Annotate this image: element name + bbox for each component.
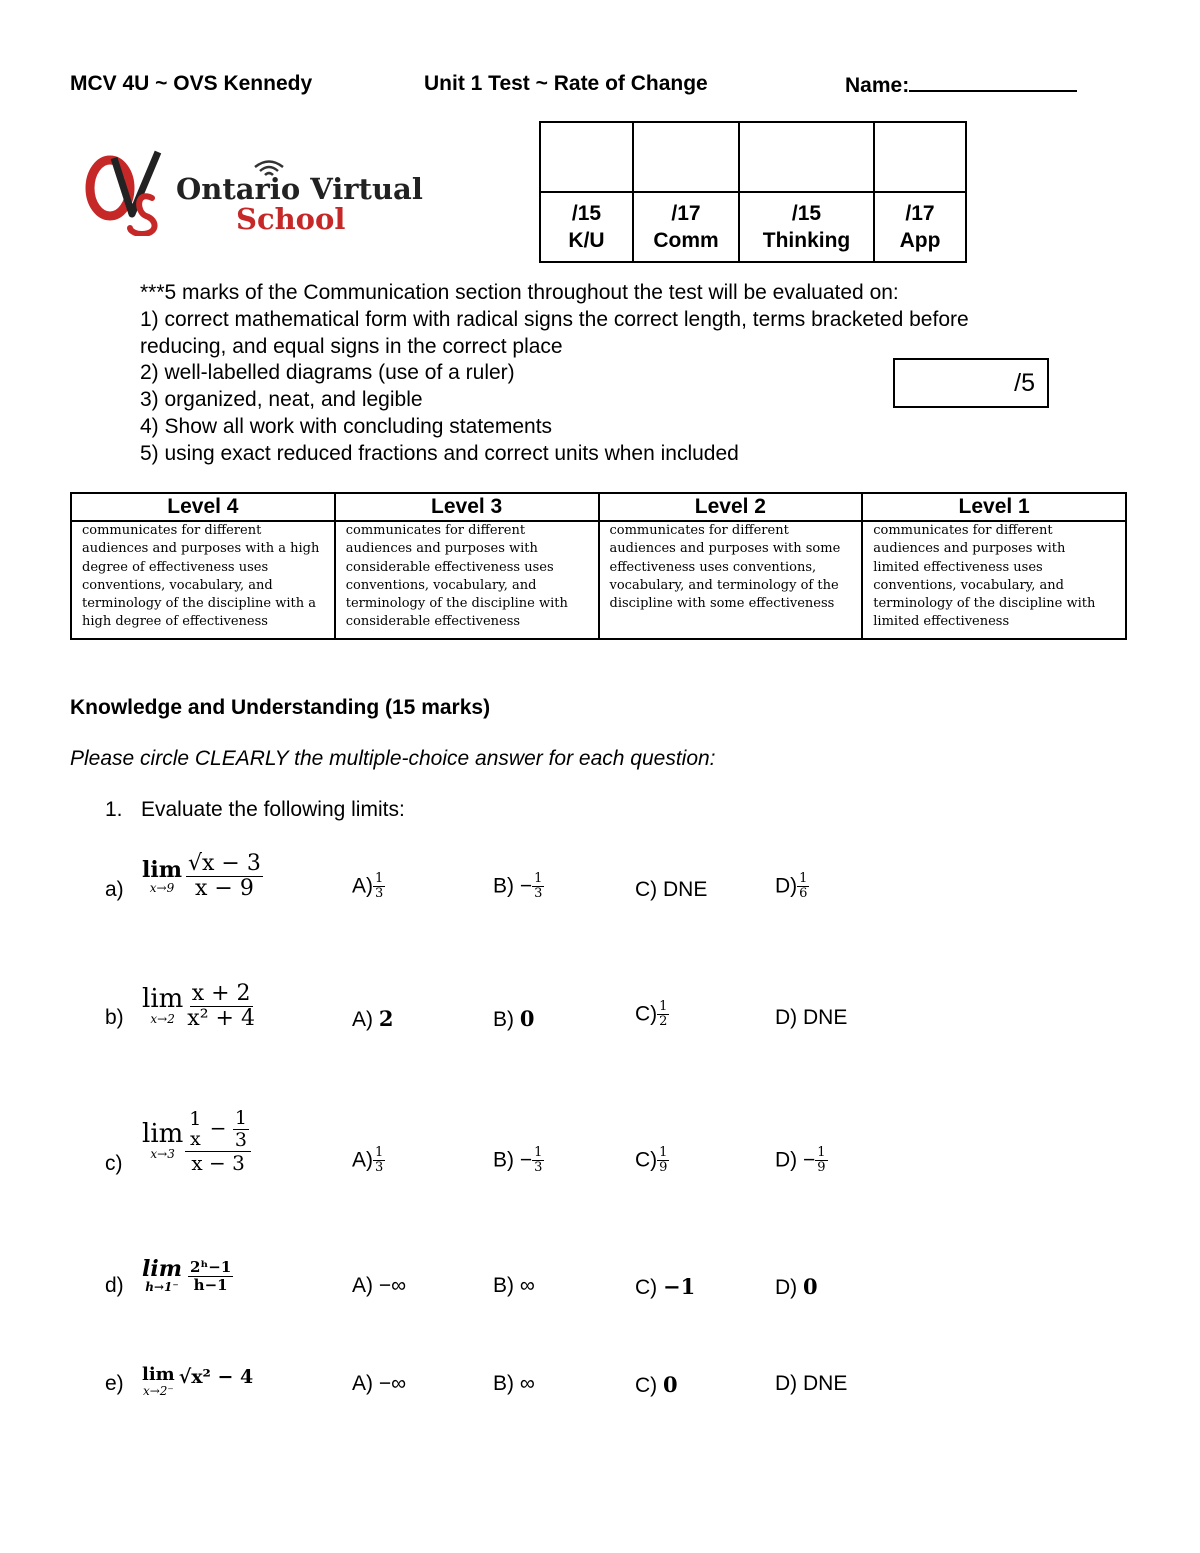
score-cell-app[interactable]: [874, 122, 966, 192]
numerator: 1: [817, 1145, 826, 1160]
denominator: 3: [375, 1160, 384, 1176]
denominator: 6: [799, 886, 808, 902]
part-e-label: e): [105, 1372, 124, 1395]
option-a-B[interactable]: [493, 872, 544, 902]
denominator: 9: [817, 1160, 826, 1176]
comm-item: 1) correct mathematical form with radical signs the correct length, terms bracketed before: [140, 307, 969, 331]
lim-word: lim: [142, 984, 184, 1015]
limit-operator: [142, 1366, 175, 1398]
part-a-expression: [142, 852, 263, 901]
rubric-level-2-title: Level 2: [599, 493, 863, 521]
comm-item: reducing, and equal signs in the correct place: [140, 334, 563, 358]
numerator: 1: [659, 1145, 668, 1160]
option-label: D): [775, 1276, 803, 1299]
part-c-label: c): [105, 1152, 123, 1175]
score-cell-comm[interactable]: [633, 122, 739, 192]
test-title: Unit 1 Test ~ Rate of Change: [424, 72, 708, 95]
lim-subscript: x→2: [150, 1012, 175, 1027]
part-c-expression: [142, 1108, 251, 1174]
denominator: 2: [659, 1014, 668, 1030]
question-1: [105, 798, 405, 822]
numerator: 2ʰ−1: [190, 1258, 232, 1277]
inner-fraction: [233, 1108, 249, 1151]
option-label: C): [635, 1002, 658, 1026]
numerator: 1: [234, 1107, 247, 1129]
option-fraction: [532, 872, 544, 902]
option-d-A[interactable]: A) −∞: [352, 1274, 407, 1297]
rubric-level-3-desc: communicates for different audiences and purposes with considerable effectiveness uses conventions, vocabulary, and terminology of the discipline with considerable effectiveness: [335, 521, 599, 639]
option-label: B) −: [493, 874, 533, 898]
option-fraction: [797, 872, 809, 902]
option-d-D[interactable]: [775, 1274, 818, 1300]
option-d-B[interactable]: B) ∞: [493, 1274, 535, 1297]
part-d-expression: [142, 1258, 233, 1294]
rubric-level-2-desc: communicates for different audiences and purposes with some effectiveness uses conventions, vocabulary, and terminology of the discipline with some effectiveness: [599, 521, 863, 639]
numerator: 1: [375, 1145, 384, 1160]
option-fraction: [657, 1146, 669, 1176]
option-label: C): [635, 1148, 658, 1172]
denominator: 3: [234, 1128, 247, 1151]
rubric-level-3-title: Level 3: [335, 493, 599, 521]
denominator: 9: [659, 1160, 668, 1176]
score-cell-thinking[interactable]: [739, 122, 874, 192]
limit-operator: [142, 1118, 184, 1161]
comm-item: 4) Show all work with concluding statements: [140, 414, 553, 438]
lim-subscript: x→2⁻: [142, 1384, 174, 1398]
option-d-C[interactable]: [635, 1274, 695, 1300]
option-fraction: [657, 1000, 669, 1030]
comm-item: 2) well-labelled diagrams (use of a ruler): [140, 361, 515, 385]
inner-fraction: [187, 1109, 203, 1151]
ovs-logo-mark: [84, 150, 184, 236]
option-label: C): [635, 1374, 663, 1397]
option-fraction: [373, 872, 385, 902]
numerator: 1: [799, 871, 808, 886]
limit-expression: √x² − 4: [178, 1366, 254, 1388]
lim-word: lim: [142, 856, 182, 883]
score-marks: /17: [905, 202, 935, 225]
score-marks: /15: [791, 202, 822, 225]
comm-intro: ***5 marks of the Communication section throughout the test will be evaluated on:: [140, 281, 899, 304]
option-fraction: [815, 1146, 827, 1176]
option-label: B): [493, 1008, 520, 1031]
score-total-comm: [633, 192, 739, 262]
denominator: 3: [534, 886, 543, 902]
limit-fraction: [185, 982, 257, 1031]
name-blank-line: [909, 72, 1077, 92]
option-a-A[interactable]: [352, 872, 385, 902]
option-a-D[interactable]: [775, 872, 809, 902]
course-heading: MCV 4U ~ OVS Kennedy: [70, 72, 313, 95]
option-value: 0: [519, 1006, 535, 1031]
rubric-level-4-title: Level 4: [71, 493, 335, 521]
option-label: A): [352, 874, 373, 898]
numerator: [185, 1108, 251, 1152]
denominator: 3: [375, 886, 384, 902]
section-instruction: Please circle CLEARLY the multiple-choice answer for each question:: [70, 747, 716, 770]
limit-operator: [142, 856, 182, 895]
part-a-label: a): [105, 878, 124, 901]
lim-word: lim: [142, 1364, 175, 1385]
question-text: Evaluate the following limits:: [141, 798, 405, 821]
option-label: D) −: [775, 1148, 816, 1172]
option-c-A[interactable]: [352, 1146, 385, 1176]
option-label: A): [352, 1148, 373, 1172]
lim-subscript: x→9: [149, 880, 175, 895]
limit-fraction: [186, 852, 263, 901]
part-e-expression: [142, 1366, 253, 1398]
option-c-C[interactable]: [635, 1146, 669, 1176]
option-value: 0: [803, 1274, 818, 1299]
option-value: −1: [663, 1274, 696, 1299]
limit-operator: [142, 1258, 182, 1294]
score-cell-ku[interactable]: [540, 122, 633, 192]
numerator: 1: [534, 1145, 543, 1160]
limit-fraction: [185, 1108, 251, 1174]
lim-word: lim: [142, 1118, 184, 1149]
score-total-thinking: [739, 192, 874, 262]
option-e-D[interactable]: D) DNE: [775, 1372, 848, 1395]
score-marks: /17: [671, 202, 701, 225]
option-e-A[interactable]: A) −∞: [352, 1372, 407, 1395]
comm-item: 3) organized, neat, and legible: [140, 388, 423, 412]
name-label: Name:: [845, 74, 910, 97]
limit-fraction: [188, 1259, 233, 1293]
score-label: App: [899, 229, 941, 252]
numerator: √x − 3: [188, 851, 261, 876]
score-total-ku: [540, 192, 633, 262]
numerator: 1: [534, 871, 543, 886]
option-value: 0: [663, 1372, 678, 1397]
score-marks: /15: [571, 202, 602, 225]
denominator: 3: [534, 1160, 543, 1176]
score-label: Thinking: [762, 229, 851, 252]
option-e-B[interactable]: B) ∞: [493, 1372, 535, 1395]
rubric-level-1-title: Level 1: [862, 493, 1126, 521]
denominator: x: [189, 1128, 201, 1151]
section-title: Knowledge and Understanding (15 marks): [70, 696, 491, 719]
denominator: x − 9: [195, 876, 254, 902]
comm-item: 5) using exact reduced fractions and correct units when included: [140, 441, 739, 465]
score-label: Comm: [653, 229, 719, 252]
option-e-C[interactable]: [635, 1372, 678, 1398]
score-label: K/U: [568, 229, 605, 252]
question-number: 1.: [105, 798, 123, 821]
denominator: h−1: [193, 1275, 228, 1294]
option-b-A[interactable]: [352, 1006, 393, 1032]
part-b-expression: [142, 982, 257, 1031]
numerator: 1: [189, 1107, 202, 1130]
rubric-level-4-desc: communicates for different audiences and purposes with a high degree of effectiveness uses conventions, vocabulary, and terminology of the discipline with a high degree of effectiveness: [71, 521, 335, 639]
lim-subscript: x→3: [150, 1146, 175, 1161]
rubric-level-1-desc: communicates for different audiences and purposes with limited effectiveness uses conventions, vocabulary, and terminology of the discipline with limited effectiveness: [862, 521, 1126, 639]
limit-operator: [142, 986, 183, 1026]
part-b-label: b): [105, 1006, 124, 1029]
numerator: x + 2: [191, 981, 251, 1006]
option-a-C[interactable]: C) DNE: [635, 878, 708, 901]
option-value: 2: [378, 1006, 394, 1031]
name-field[interactable]: [845, 72, 1077, 98]
option-c-B[interactable]: [493, 1146, 544, 1176]
numerator: 1: [659, 999, 668, 1014]
option-fraction: [373, 1146, 385, 1176]
numerator: 1: [375, 871, 384, 886]
score-table: [539, 121, 967, 263]
option-label: D): [775, 874, 798, 898]
logo-text-ontario-virtual: Ontario Virtual: [176, 172, 423, 206]
lim-word: lim: [142, 1256, 182, 1282]
minus-sign: −: [209, 1115, 227, 1140]
denominator: x − 3: [191, 1150, 245, 1175]
score-total-app: [874, 192, 966, 262]
option-label: A): [352, 1008, 379, 1031]
comm-score-marks: /5: [1014, 369, 1035, 397]
logo-text-school: School: [236, 202, 346, 236]
option-b-B[interactable]: [493, 1006, 534, 1032]
option-b-D[interactable]: D) DNE: [775, 1006, 848, 1029]
option-label: C): [635, 1276, 663, 1299]
option-c-D[interactable]: [775, 1146, 828, 1176]
option-fraction: [532, 1146, 544, 1176]
part-d-label: d): [105, 1274, 124, 1297]
denominator: x² + 4: [187, 1006, 255, 1032]
lim-subscript: h→1⁻: [145, 1280, 179, 1294]
comm-score-box[interactable]: [893, 358, 1049, 408]
option-b-C[interactable]: [635, 1000, 669, 1030]
option-label: B) −: [493, 1148, 533, 1172]
rubric-table: [70, 492, 1127, 640]
